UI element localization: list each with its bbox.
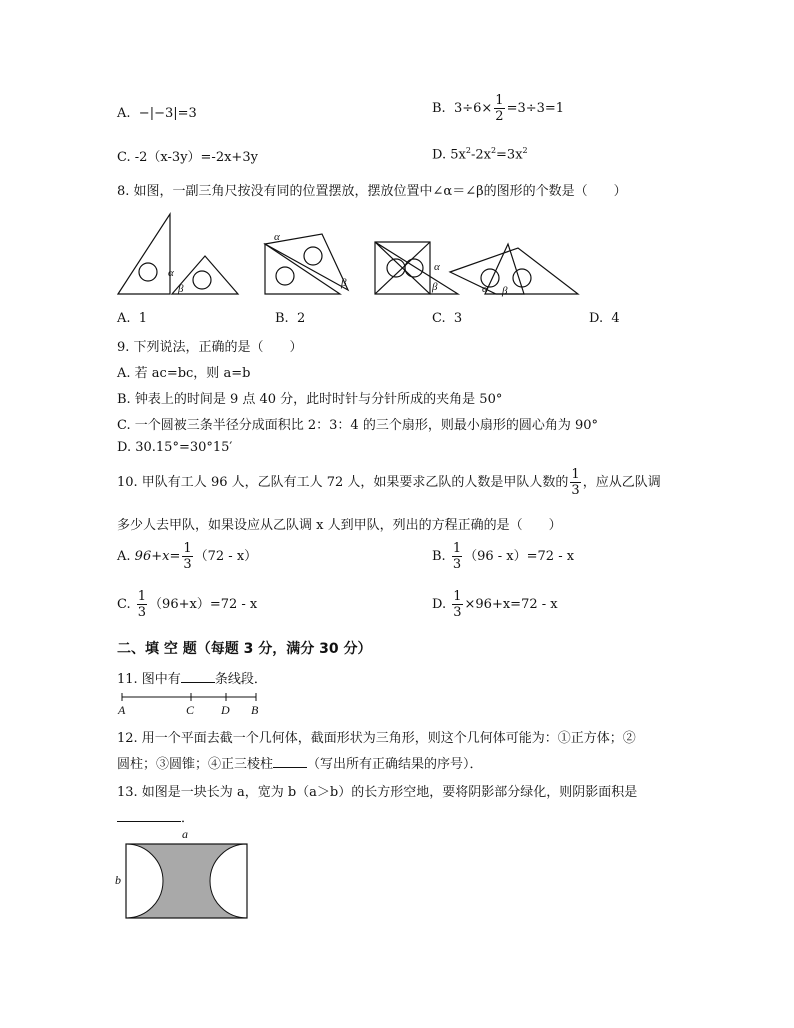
q8-option-b: B. 2 [275, 311, 306, 326]
q10-option-d: D. $\frac{1}{3}$ ×96+x=72 - x [432, 589, 558, 620]
q9-option-b: B. 钟表上的时间是 9 点 40 分，此时时针与分针所成的夹角是 50° [117, 392, 503, 407]
q8-option-c: C. 3 [432, 311, 463, 326]
fraction: $\frac{1}{3}$ [453, 589, 462, 620]
width-label: b [115, 873, 121, 887]
q10-option-c: C. $\frac{1}{3}$ （96+x）=72 - x [117, 589, 258, 620]
point-b-label: B [251, 703, 259, 717]
answer-blank[interactable] [181, 670, 215, 683]
answer-blank[interactable] [117, 809, 181, 822]
fraction: $\frac{1}{3}$ [452, 541, 462, 572]
q13-figure [112, 826, 252, 922]
point-c-label: C [186, 703, 195, 717]
fraction: $\frac{1}{3}$ [183, 541, 192, 572]
alpha-label: α [434, 261, 440, 273]
alpha-label: α [168, 267, 174, 279]
q9-option-d: D. 30.15°=30°15′ [117, 440, 233, 455]
q8-figures [110, 210, 590, 302]
q10-option-a: A. 96+x= $\frac{1}{3}$ （72 - x） [117, 541, 258, 572]
long-triangle [450, 248, 578, 294]
fraction: $\frac{1}{3}$ [137, 589, 147, 620]
length-label: a [182, 827, 188, 841]
hole-circle [304, 247, 322, 265]
hole-circle [513, 269, 531, 287]
q13-line2: ． [117, 807, 194, 826]
beta-label: β [432, 281, 438, 293]
rect-triangle [265, 244, 340, 294]
beta-label: β [178, 283, 184, 295]
answer-blank[interactable] [273, 755, 307, 768]
hole-circle [139, 263, 157, 281]
q7-option-a: A. −|−3|=3 [117, 106, 197, 121]
q8-option-a: A. 1 [117, 311, 148, 326]
q11-segment-figure [114, 689, 264, 717]
q13-line1: 13. 如图是一块长为 a，宽为 b（a＞b）的长方形空地，要将阴影部分绿化，则阴影面积是 [117, 785, 638, 800]
alpha-label: α [482, 283, 488, 295]
q10-line2: 多少人去甲队，如果设应从乙队调 x 人到甲队，列出的方程正确的是（ ） [117, 518, 562, 533]
q12-line2: 圆柱；③圆锥；④正三棱柱 （写出所有正确结果的序号）． [117, 757, 483, 772]
q8-option-d: D. 4 [589, 311, 620, 326]
alpha-label: α [274, 231, 280, 243]
section-title: 二、填 空 题（每题 3 分，满分 30 分） [117, 641, 372, 657]
fraction: $\frac{1}{3}$ [571, 467, 580, 498]
q7-option-c: C. -2（x-3y）=-2x+3y [117, 150, 258, 165]
q9-option-c: C. 一个圆被三条半径分成面积比 2：3：4 的三个扇形，则最小扇形的圆心角为 90° [117, 418, 599, 433]
q10-line1: 10. 甲队有工人 96 人，乙队有工人 72 人，如果要求乙队的人数是甲队人数的 $\frac{1}{3}$ ，应从乙队调 [117, 467, 661, 498]
q10-option-b: B. $\frac{1}{3}$ （96 - x）=72 - x [432, 541, 575, 572]
q8-stem: 8. 如图，一副三角尺按没有同的位置摆放，摆放位置中∠α＝∠β的图形的个数是（ ） [117, 184, 627, 199]
q7-option-b: B. 3÷6× $\frac{1}{2}$ =3÷3=1 [432, 93, 565, 124]
q11-stem: 11. 图中有 条线段． [117, 672, 267, 687]
q9-stem: 9. 下列说法，正确的是（ ） [117, 340, 303, 355]
beta-label: β [502, 285, 508, 297]
hole-circle [276, 267, 294, 285]
fraction: $\frac{1}{2}$ [495, 93, 504, 124]
q9-option-a: A. 若 ac=bc，则 a=b [117, 366, 251, 381]
hole-circle [193, 271, 211, 289]
beta-label: β [341, 277, 347, 289]
point-d-label: D [221, 703, 230, 717]
tall-triangle [118, 214, 170, 294]
q12-line1: 12. 用一个平面去截一个几何体，截面形状为三角形，则这个几何体可能为：①正方体；② [117, 731, 636, 746]
point-a-label: A [118, 703, 126, 717]
q7-option-d: D. $5x^2-2x^2=3x^2$ [432, 146, 528, 163]
hole-circle [405, 259, 423, 277]
